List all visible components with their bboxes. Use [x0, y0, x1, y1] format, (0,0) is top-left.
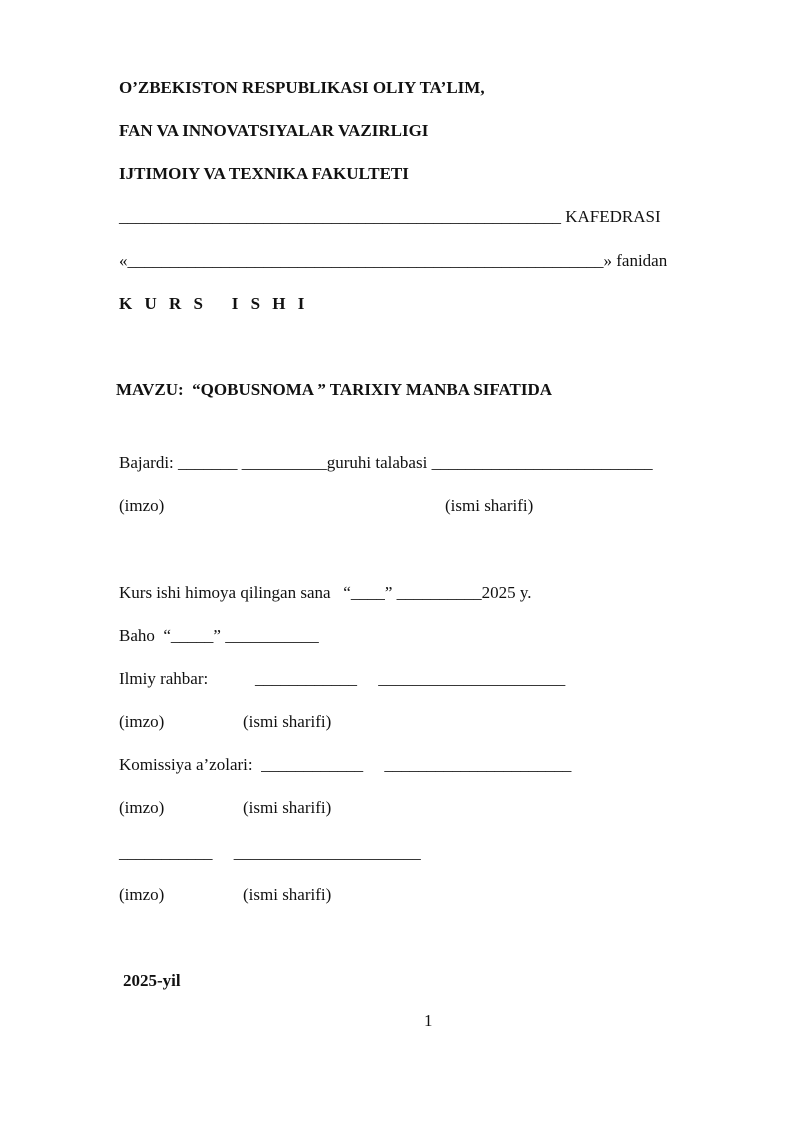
supervisor-name-caption: (ismi sharifi) [243, 712, 332, 731]
commission-signature-caption: (imzo) [119, 798, 165, 817]
commission-signature-caption-2: (imzo) [119, 885, 165, 904]
ministry-line-1: O’ZBEKISTON RESPUBLIKASI OLIY TA’LIM, [119, 78, 485, 97]
student-name-caption: (ismi sharifi) [445, 496, 534, 515]
document-type: K U R S I S H I [119, 294, 309, 313]
kafedra-line: ____________________________________________________ KAFEDRASI [119, 207, 661, 226]
grade-line: Baho “_____” ___________ [119, 626, 319, 645]
defense-date-line: Kurs ishi himoya qilingan sana “____” __________2025 y. [119, 583, 532, 602]
ministry-line-2: FAN VA INNOVATSIYALAR VAZIRLIGI [119, 121, 429, 140]
supervisor-line: Ilmiy rahbar: ____________ ______________________ [119, 669, 566, 688]
student-signature-caption: (imzo) [119, 496, 165, 515]
student-line: Bajardi: _______ __________guruhi talabasi __________________________ [119, 453, 653, 472]
topic-title: MAVZU: “QOBUSNOMA ” TARIXIY MANBA SIFATIDA [116, 380, 553, 399]
commission-line-2: ___________ ______________________ [119, 843, 421, 862]
commission-name-caption: (ismi sharifi) [243, 798, 332, 817]
commission-name-caption-2: (ismi sharifi) [243, 885, 332, 904]
supervisor-signature-caption: (imzo) [119, 712, 165, 731]
commission-line: Komissiya a’zolari: ____________ ______________________ [119, 755, 572, 774]
faculty-line: IJTIMOIY VA TEXNIKA FAKULTETI [119, 164, 409, 183]
subject-line: «________________________________________________________» fanidan [119, 251, 668, 270]
year: 2025-yil [123, 971, 181, 990]
page-number: 1 [424, 1011, 433, 1030]
